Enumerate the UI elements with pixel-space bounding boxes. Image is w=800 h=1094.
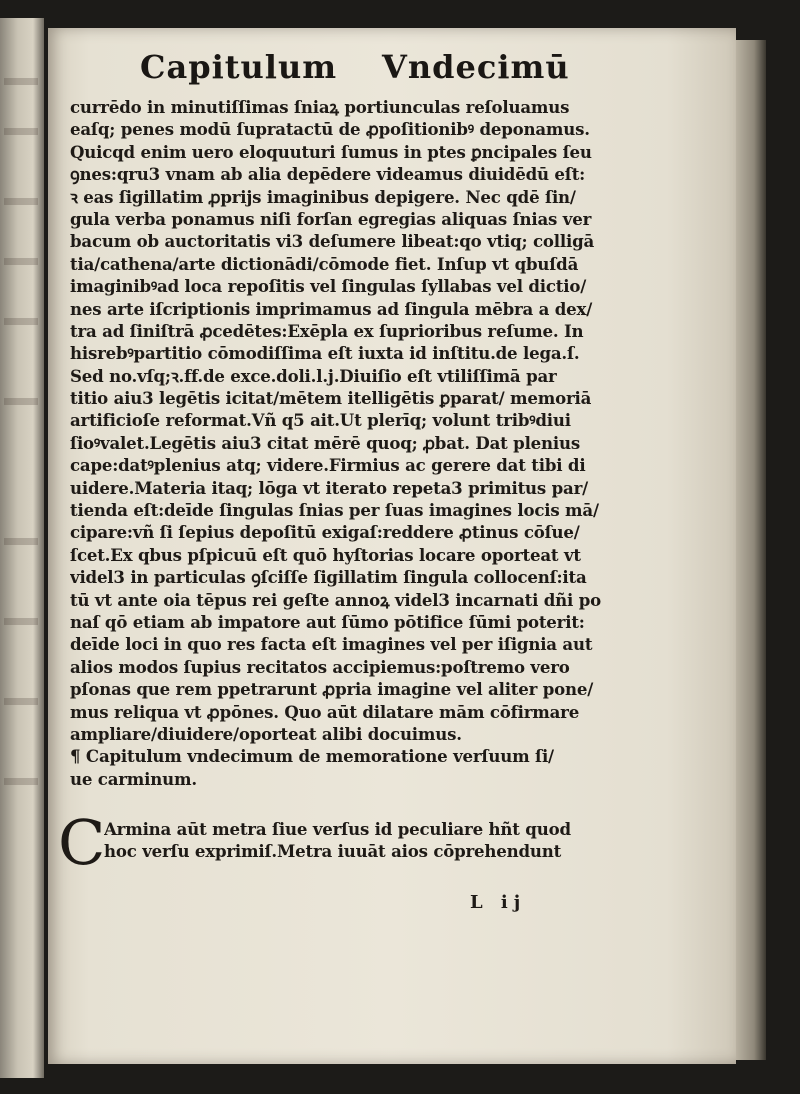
text-line: nes arte iſcriptionis imprimamus ad ſingula mēbra a dex/ bbox=[70, 298, 593, 319]
text-line: pſonas que rem ppetrarunt ꝓpria imagine vel aliter pone/ bbox=[70, 679, 594, 700]
text-line: tienda eſt:deīde ſingulas ſnias per ſuas imagines locis mā/ bbox=[70, 500, 599, 521]
page-stack-edge bbox=[736, 40, 766, 1060]
chapter-heading-line: ue carminum. bbox=[70, 768, 197, 789]
text-line: hoc verſu exprimiſ.Metra iuuāt aios cōprehendunt bbox=[104, 841, 562, 862]
text-line: mus reliqua vt ꝓpōnes. Quo aūt dilatare mām cōfirmare bbox=[70, 701, 580, 722]
text-line: tia/cathena/arte dictionādi/cōmode fiet. Inſup vt qbuſdā bbox=[70, 253, 579, 274]
text-line: videl3 in particulas ꝯſciſſe ſigillatim ſingula collocenſ:ita bbox=[70, 567, 587, 588]
drop-cap: C bbox=[58, 806, 106, 879]
signature-mark: L ij bbox=[470, 892, 527, 913]
previous-page-edge bbox=[0, 18, 44, 1078]
text-line: ꝛ eas ſigillatim ꝓprijs imaginibus depigere. Nec qdē ſin/ bbox=[70, 186, 576, 207]
body-text bbox=[70, 96, 710, 790]
text-line: currēdo in minutiſſimas ſniaꝝ portiunculas reſoluamus bbox=[70, 97, 570, 117]
chapter-opening bbox=[104, 818, 704, 863]
text-line: ſcet.Ex qbus pſpicuū eſt quō hyſtorias locare oporteat vt bbox=[70, 544, 581, 565]
text-line: ſioꝰvalet.Legētis aiu3 citat mērē quoq; ꝓbat. Dat plenius bbox=[70, 432, 581, 453]
text-line: uidere.Materia itaq; lōga vt iterato repeta3 primitus par/ bbox=[70, 477, 588, 498]
text-line: cipare:vñ ſi ſepius depoſitū exigaſ:reddere ꝓtinus cōſue/ bbox=[70, 522, 580, 543]
text-line: tū vt ante oia tēpus rei geſte annoꝝ videl3 incarnati dñi po bbox=[70, 589, 601, 610]
text-line: imaginibꝰad loca repoſitis vel ſingulas ſyllabas vel dictio/ bbox=[70, 276, 587, 297]
text-line: titio aiu3 legētis icitat/mētem itelligētis ꝑparat/ memoriā bbox=[70, 388, 592, 409]
text-line: gula verba ponamus niſi forſan egregias aliquas ſnias ver bbox=[70, 208, 592, 229]
text-line: artificioſe reformat.Vñ q5 ait.Ut plerīq; volunt tribꝰdiui bbox=[70, 410, 571, 431]
text-line: hisrebꝰpartitio cōmodiſſima eſt iuxta id inſtitu.de lega.ſ. bbox=[70, 343, 580, 364]
text-line: Armina aūt metra ſiue verſus id peculiare hñt quod bbox=[104, 819, 571, 839]
text-line: bacum ob auctoritatis vi3 deſumere libeat:qo vtiq; colligā bbox=[70, 231, 595, 252]
text-line: naſ qō etiam ab impatore aut ſūmo pōtifice ſūmi poterit: bbox=[70, 611, 585, 632]
text-line: ampliare/diuidere/oporteat alibi docuimus. bbox=[70, 723, 462, 744]
chapter-heading-line: ¶ Capitulum vndecimum de memoratione verſuum ſi/ bbox=[70, 746, 554, 767]
text-line: Sed no.vſq;ꝛ.ff.de exce.doli.l.j.Diuiſio eſt vtiliſſimā par bbox=[70, 365, 557, 386]
text-line: Quicqd enim uero eloquuturi ſumus in ptes ꝑncipales ſeu bbox=[70, 141, 592, 162]
text-line: deīde loci in quo res facta eſt imagines vel per iſignia aut bbox=[70, 634, 593, 655]
text-line: alios modos ſupius recitatos accipiemus:poſtremo vero bbox=[70, 656, 570, 677]
text-line: ꝯnes:qru3 vnam ab alia depēdere videamus diuidēdū eſt: bbox=[70, 164, 586, 185]
text-line: tra ad ſiniſtrā ꝓcedētes:Exēpla ex ſuprioribus reſume. In bbox=[70, 320, 584, 341]
text-line: cape:datꝰplenius atq; videre.Firmius ac gerere dat tibi di bbox=[70, 455, 586, 476]
running-header-right: Vndecimū bbox=[382, 48, 570, 86]
running-header-left: Capitulum bbox=[140, 48, 338, 86]
text-line: eaſq; penes modū ſupratactū de ꝓpoſitionibꝰ deponamus. bbox=[70, 119, 590, 140]
